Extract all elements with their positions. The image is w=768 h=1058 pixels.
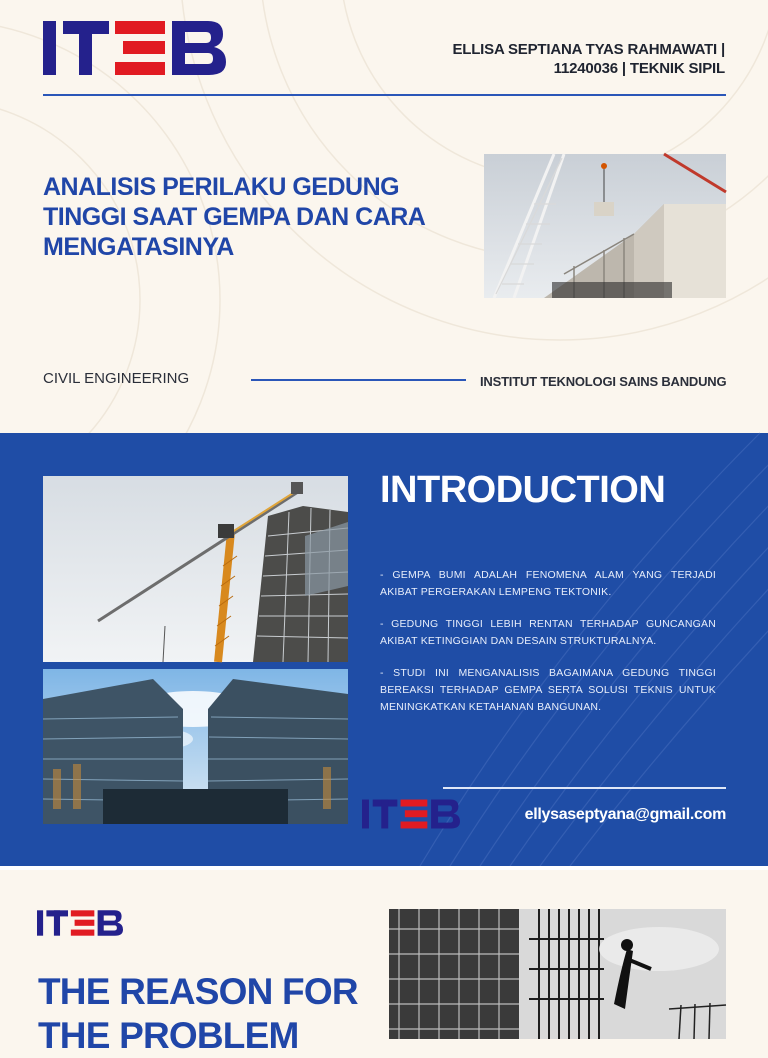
crane-building-photo: [43, 476, 348, 662]
construction-worker-photo: [389, 909, 726, 1039]
construction-crane-photo: [484, 154, 726, 298]
contact-divider: [443, 787, 726, 789]
introduction-points: [380, 567, 716, 731]
author-info: ELLISA SEPTIANA TYAS RAHMAWATI | 11240036 | TEKNIK SIPIL: [452, 41, 725, 77]
list-item: - GEDUNG TINGGI LEBIH RENTAN TERHADAP GUNCANGAN AKIBAT KETINGGIAN DAN DESAIN STRUKTURALNYA.: [380, 618, 716, 647]
itsb-logo-small: [362, 796, 460, 832]
institution-name: INSTITUT TEKNOLOGI SAINS BANDUNG: [480, 374, 727, 389]
presentation-title: ANALISIS PERILAKU GEDUNG TINGGI SAAT GEMPA DAN CARA MENGATASINYA: [43, 173, 425, 261]
introduction-heading: INTRODUCTION: [380, 469, 666, 511]
footer-divider: [251, 379, 466, 381]
header-divider: [43, 94, 726, 96]
skyscrapers-photo: [43, 669, 348, 824]
list-item: - GEMPA BUMI ADALAH FENOMENA ALAM YANG TERJADI AKIBAT PERGERAKAN LEMPENG TEKTONIK.: [380, 569, 716, 598]
itsb-logo: [43, 17, 226, 79]
itsb-logo-tiny: [37, 907, 123, 939]
reason-heading: THE REASON FOR THE PROBLEM: [38, 971, 358, 1056]
email-address: ellysaseptyana@gmail.com: [524, 806, 726, 823]
slide-separator: [0, 866, 768, 870]
introduction-slide: [0, 433, 768, 866]
field-label: CIVIL ENGINEERING: [43, 370, 190, 387]
title-slide: [0, 0, 768, 433]
reason-slide: [0, 866, 768, 1056]
list-item: - STUDI INI MENGANALISIS BAGAIMANA GEDUNG TINGGI BEREAKSI TERHADAP GEMPA SERTA SOLUSI TEKNIS UNTUK MENINGKATKAN KETAHANAN BANGUNAN.: [380, 667, 716, 713]
